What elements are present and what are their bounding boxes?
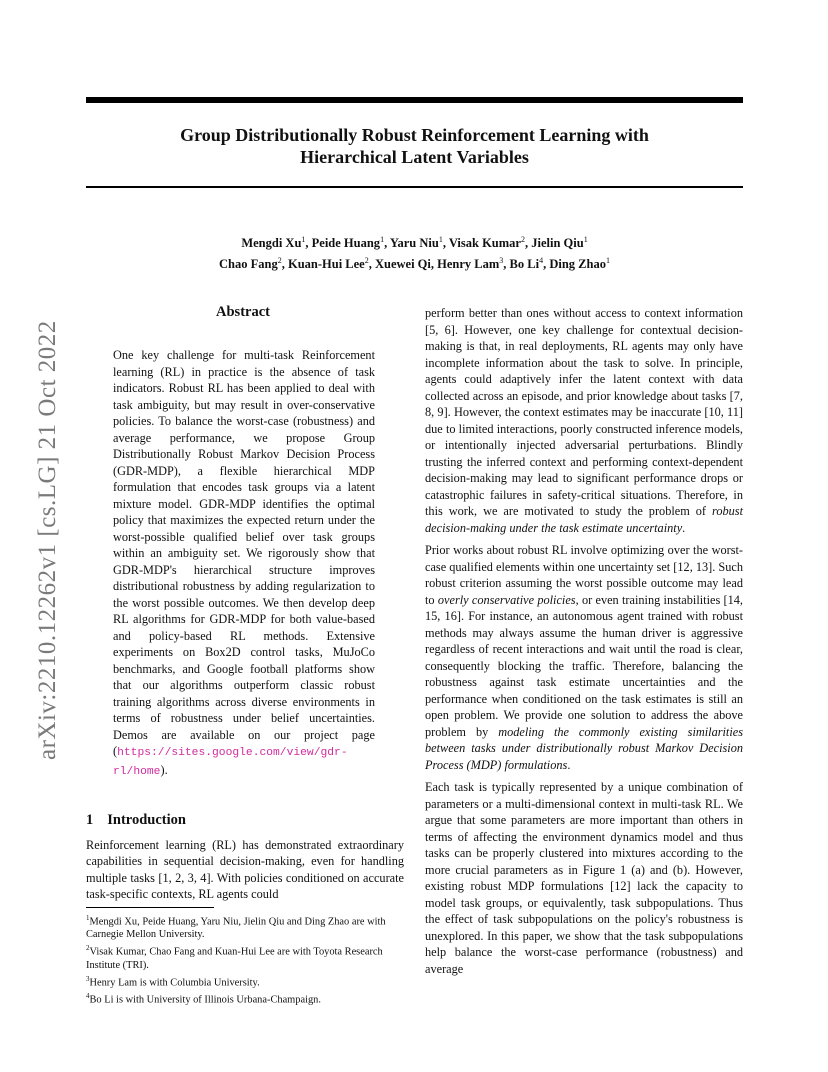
authors-line-1: Mengdi Xu$^1$, Peide Huang$^1$, Yaru Niu$^1$, Visak Kumar$^2$, Jielin Qiu$^1$ bbox=[241, 235, 588, 251]
affiliation-mark: 2 bbox=[364, 256, 369, 266]
title-line-1: Group Distributionally Robust Reinforcement Learning with bbox=[180, 125, 649, 145]
right-paragraph-1: perform better than ones without access to context information [5, 6]. However, one key challenge for contextual decision-making is that, in real deployments, RL agents may only have incomplete information about the task to solve. In principle, agents could adaptively infer the latent context with data collected across an episode, and prior knowledge about tasks [7, 8, 9]. However, the context estimates may be inaccurate [10, 11] due to limited interactions, poorly constructed inference models, or intentionally injected adversarial perturbations. Blindly trusting the inferred context and performing context-dependent decision-making may lead to significant performance drops or catastrophic failures in safety-critical situations. Therefore, in this work, we are motivated to study the problem of robust decision-making under the task estimate uncertainty. bbox=[425, 306, 743, 535]
footnote-4: $^4$Bo Li is with University of Illinois Urbana-Champaign. bbox=[86, 992, 321, 1006]
author-name: Yaru Niu bbox=[389, 236, 439, 251]
arxiv-identifier: arXiv:2210.12262v1 [cs.LG] 21 Oct 2022 bbox=[34, 320, 61, 760]
author-list bbox=[86, 231, 743, 273]
abstract-body bbox=[113, 347, 375, 780]
title-line-2: Hierarchical Latent Variables bbox=[300, 147, 529, 167]
author-name: Henry Lam bbox=[437, 257, 500, 272]
affiliation-mark: 3 bbox=[499, 256, 504, 266]
intro-paragraph-1: Reinforcement learning (RL) has demonstrated extraordinary capabilities in sequential decision-making, even for handling multiple tasks [1, 2, 3, 4]. With policies conditioned on accurate task-specific contexts, RL agents could bbox=[86, 837, 404, 901]
introduction-section bbox=[86, 812, 404, 909]
author-name: Jielin Qiu bbox=[531, 236, 584, 251]
author-name: Mengdi Xu bbox=[241, 236, 302, 251]
footnote-rule bbox=[86, 907, 214, 908]
author-name: Xuewei Qi bbox=[374, 257, 431, 272]
affiliation-mark: 1 bbox=[605, 256, 610, 266]
footnote-3: $^3$Henry Lam is with Columbia University. bbox=[86, 974, 260, 989]
footnotes bbox=[86, 912, 404, 1008]
affiliation-mark: 4 bbox=[539, 256, 544, 266]
author-name: Peide Huang bbox=[311, 236, 381, 251]
affiliation-mark: 1 bbox=[380, 235, 385, 244]
author-name: Kuan-Hui Lee bbox=[287, 257, 365, 272]
footnote-1: $^1$Mengdi Xu, Peide Huang, Yaru Niu, Jielin Qiu and Ding Zhao are with Carnegie Mellon University. bbox=[86, 914, 386, 941]
affiliation-mark: 2 bbox=[277, 256, 282, 266]
title-bottom-rule bbox=[86, 186, 743, 188]
affiliation-mark: 1 bbox=[438, 235, 443, 244]
right-paragraph-3: Each task is typically represented by a unique combination of parameters or a multi-dimensional context in multi-task RL. We argue that some parameters are more important than others in terms of affecting the environment dynamics model and thus tasks can be properly clustered into mixtures according to the more crucial parameters as in Figure 1 (a) and (b). However, existing robust MDP formulations [12] lack the capacity to model task groups, or equivalently, task subpopulations. Thus the effect of task subpopulations on the policy's robustness is unexplored. In this paper, we show that the task subpopulations help balance the worst-case performance (robustness) and average bbox=[425, 780, 743, 976]
authors-line-2: Chao Fang$^2$, Kuan-Hui Lee$^2$, Xuewei Qi, Henry Lam$^3$, Bo Li$^4$, Ding Zhao$^1$ bbox=[219, 256, 610, 272]
author-name: Bo Li bbox=[509, 257, 540, 272]
right-paragraph-2: Prior works about robust RL involve optimizing over the worst-case qualified elements within one uncertainty set [12, 13]. Such robust criterion assuming the worst possible outcome may lead to overly conservative policies, or even training instabilities [14, 15, 16]. For instance, an autonomous agent trained with robust methods may always assume the human driver is aggressive regardless of recent interactions and wait until the road is clear, consequently blocking the traffic. Therefore, balancing the robustness against task estimate uncertainties and the performance when conditioned on the task estimates is still an open problem. We provide one solution to address the above problem by modeling the commonly existing similarities between tasks under distributionally robust Markov Decision Process (MDP) formulations. bbox=[425, 543, 743, 772]
section-title: Introduction bbox=[107, 812, 186, 828]
footnote-2: $^2$Visak Kumar, Chao Fang and Kuan-Hui Lee are with Toyota Research Institute (TRI). bbox=[86, 944, 383, 971]
abstract-end: ). bbox=[160, 762, 168, 777]
affiliation-mark: 1 bbox=[301, 235, 306, 244]
author-name: Ding Zhao bbox=[549, 257, 606, 272]
section-number: 1 bbox=[86, 812, 94, 828]
author-name: Visak Kumar bbox=[448, 236, 521, 251]
paper-title bbox=[86, 124, 743, 168]
title-top-rule bbox=[86, 97, 743, 103]
abstract-heading: Abstract bbox=[216, 304, 270, 320]
project-page-link[interactable]: https://sites.google.com/view/gdr-rl/home bbox=[113, 747, 348, 778]
abstract-text: One key challenge for multi-task Reinforcement learning (RL) in practice is the absence of task indicators. Robust RL has been applied to deal with task ambiguity, but may result in over-conservative policies. To balance the worst-case (robustness) and average performance, we propose Group Distributionally Robust Markov Decision Process (GDR-MDP), a flexible hierarchical MDP formulation that encodes task groups via a latent mixture model. GDR-MDP identifies the optimal policy that maximizes the expected return under the worst-possible qualified belief over task groups within an ambiguity set. We rigorously show that GDR-MDP's hierarchical structure improves distributional robustness by adding regularization to the worst possible outcomes. We then develop deep RL algorithms for GDR-MDP for both value-based and policy-based RL methods. Extensive experiments on Box2D control tasks, MuJoCo benchmarks, and Google football platforms show that our algorithms outperform classic robust training algorithms across diverse environments in terms of robustness under belief uncertainties. Demos are available on our project page ( bbox=[113, 348, 375, 758]
author-name: Chao Fang bbox=[219, 257, 278, 272]
right-column bbox=[425, 305, 743, 983]
affiliation-mark: 2 bbox=[520, 235, 525, 244]
section-heading bbox=[86, 812, 404, 829]
affiliation-mark: 1 bbox=[583, 235, 588, 244]
